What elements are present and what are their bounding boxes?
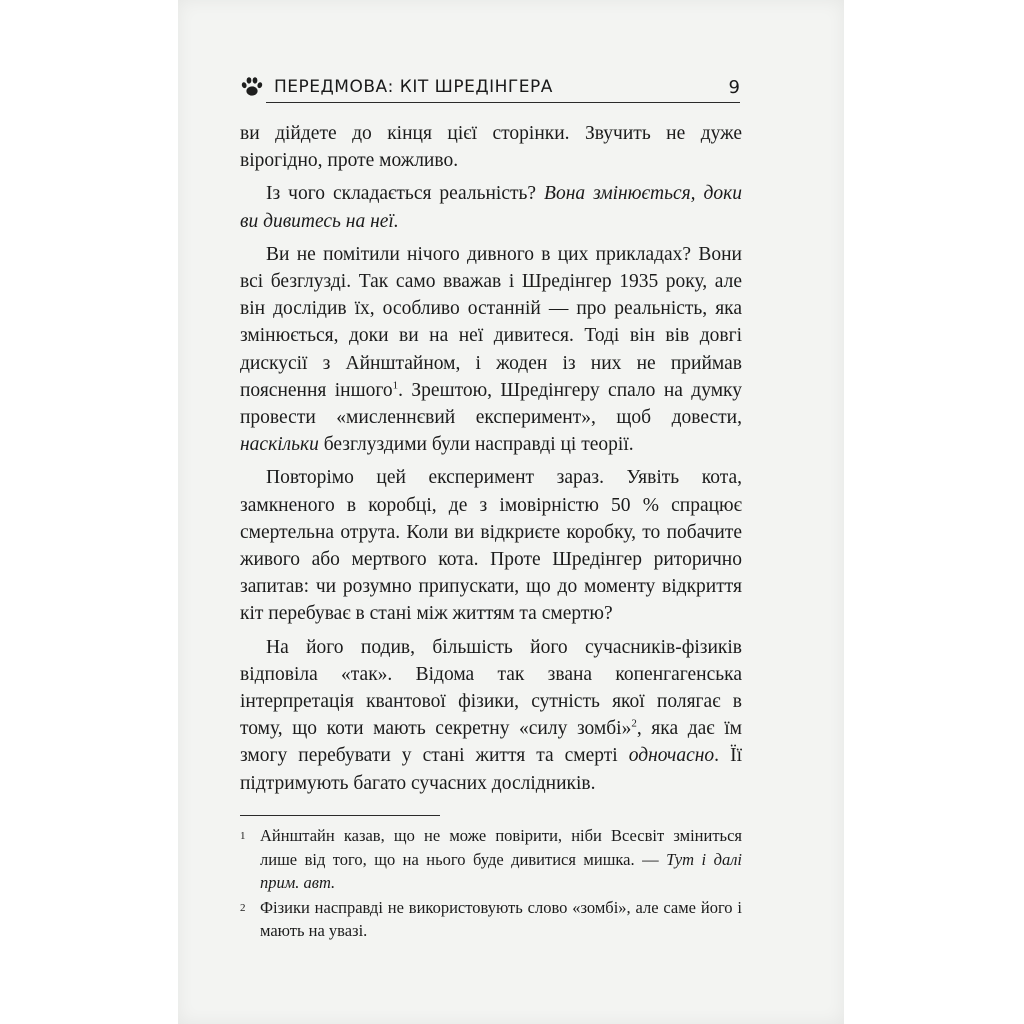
- paragraph: [240, 241, 742, 459]
- footnote-mark: 2: [240, 901, 246, 914]
- text-run: . Її підтримують багато сучасних дослідників.: [240, 745, 742, 794]
- book-page: [178, 0, 844, 1024]
- footnote-text: [260, 824, 742, 895]
- italic-text: Тут і далі прим. авт.: [260, 849, 742, 892]
- running-title: ПЕРЕДМОВА: КІТ ШРЕДІНГЕРА: [274, 77, 553, 97]
- text-run: Фізики насправді не використовують слово «зомбі», але саме його і мають на увазі.: [260, 897, 742, 940]
- header-rule: [266, 102, 740, 103]
- text-run: Із чого складається реальність?: [266, 183, 545, 205]
- text-run: , яка дає їм змогу перебувати у стані життя та смерті: [240, 718, 742, 767]
- paragraph: [240, 634, 742, 797]
- text-run: На його подив, більшість його сучасників-фізиків відповіла «так». Відома так звана копенгагенська інтерпретація квантової фізики, сутність якої полягає в тому, що коти мають секретну «силу зомбі»: [240, 636, 742, 740]
- footnote-text: [260, 896, 742, 943]
- text-run: Айнштайн казав, що не може повірити, ніби Всесвіт зміниться лише від того, що на нього буде дивитися мишка. —: [260, 826, 742, 869]
- page-number: 9: [728, 76, 740, 98]
- footnotes: [240, 824, 742, 944]
- page-header: [240, 72, 740, 102]
- footnote-rule: [240, 815, 440, 816]
- paw-icon: [240, 75, 264, 99]
- text-run: безглуздими були насправді ці теорії.: [318, 434, 634, 456]
- footnote: [240, 824, 742, 895]
- text-run: ви дійдете до кінця цієї сторінки. Звучить не дуже вірогідно, проте можливо.: [240, 123, 742, 172]
- italic-text: наскільки: [240, 434, 319, 456]
- footnote-ref: 2: [631, 717, 637, 730]
- text-run: . Зрештою, Шредінгеру спало на думку провести «мисленнєвий експеримент», щоб довести,: [240, 379, 742, 429]
- italic-text: одночасно: [628, 745, 715, 767]
- text-run: Повторімо цей експеримент зараз. Уявіть кота, замкненого в коробці, де з імовірністю 50 % спрацює смертельна отрута. Коли ви відкриєте коробку, то побачите живого або мертвого кота. Проте Шредінгер риторично запитав: чи розумно припускати, що до моменту відкриття кіт перебуває в стані між життям та смертю?: [240, 467, 742, 625]
- italic-text: Вона змінюється, доки ви дивитесь на неї.: [240, 183, 742, 232]
- footnote: [240, 896, 742, 943]
- paragraph: [240, 120, 742, 174]
- text-run: Ви не помітили нічого дивного в цих прикладах? Вони всі безглузді. Так само вважав і Шредінгер 1935 року, але він дослідив їх, особливо останній — про реальність, яка змінюється, доки ви на неї дивитеся. Тоді він вів довгі дискусії з Айнштайном, і жоден із них не приймав пояснення іншого: [240, 243, 742, 401]
- main-text: [240, 120, 742, 797]
- footnote-mark: 1: [240, 830, 246, 842]
- paragraph: [240, 180, 742, 234]
- paragraph: [240, 464, 742, 627]
- footnote-ref: 1: [392, 379, 399, 392]
